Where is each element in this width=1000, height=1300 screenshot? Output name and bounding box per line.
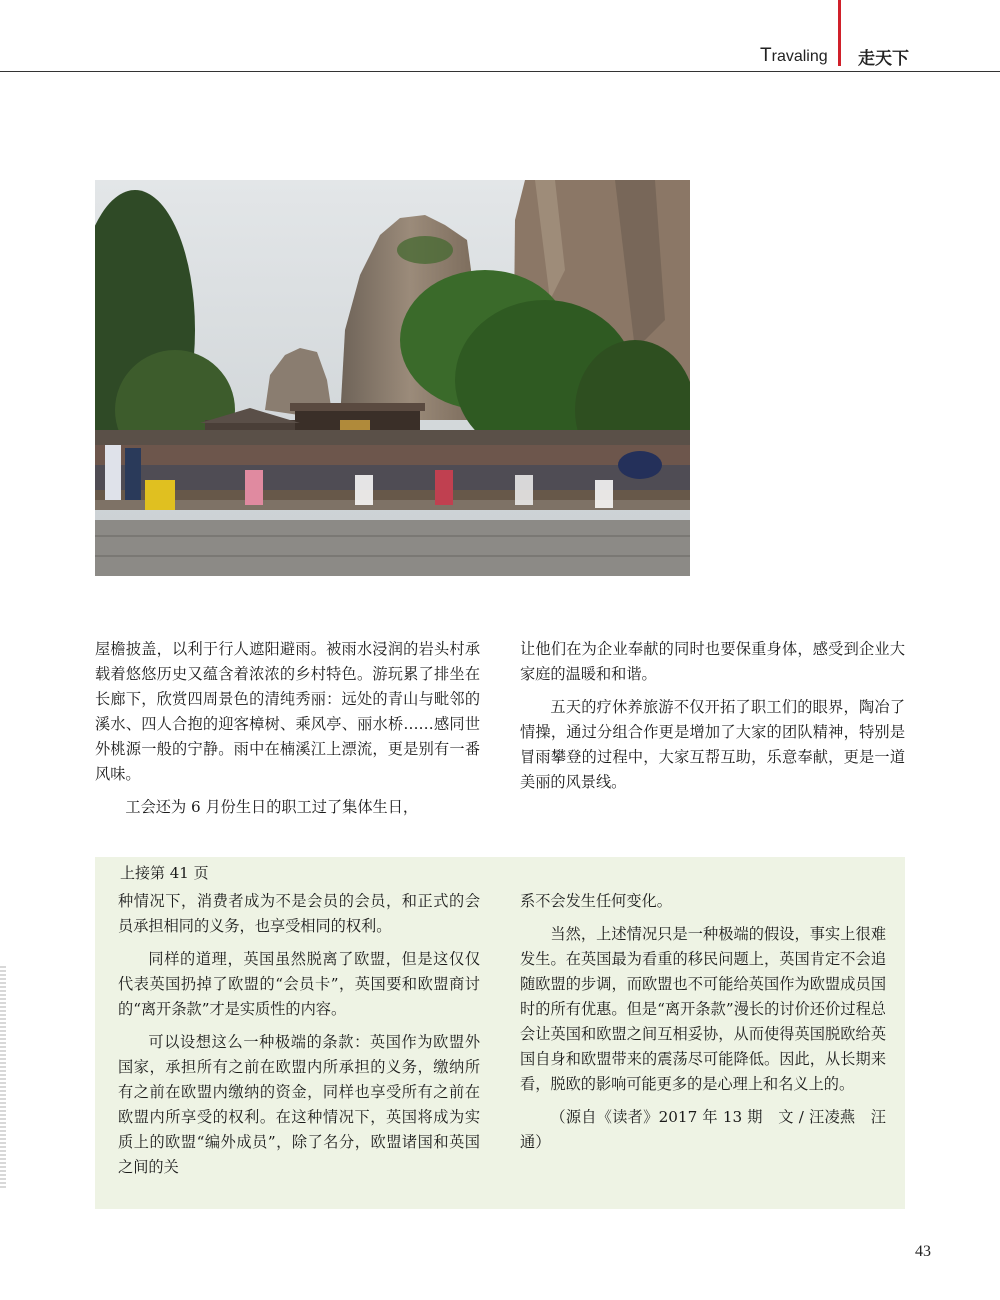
paragraph: 种情况下，消费者成为不是会员的会员，和正式的会员承担相同的义务，也享受相同的权利。 xyxy=(118,892,480,935)
section-title-en: Travaling xyxy=(760,45,828,66)
paragraph: 当然，上述情况只是一种极端的假设，事实上很难发生。在英国最为看重的移民问题上，英国肯定不会追随欧盟的步调，而欧盟也不可能给英国作为欧盟成员国时的所有优惠。但是“离开条款”漫长的讨价还价过程总会让英国和欧盟之间互相妥协，从而使得英国脱欧给英国自身和欧盟带来的震荡尽可能降低。因此，从长期来看，脱欧的影响可能更多的是心理上和名义上的。 xyxy=(520,925,886,1093)
edge-tab-mark xyxy=(0,966,6,1188)
paragraph: 同样的道理，英国虽然脱离了欧盟，但是这仅仅代表英国扔掉了欧盟的“会员卡”，英国要和欧盟商讨的“离开条款”才是实质性的内容。 xyxy=(118,950,480,1018)
source-credit: （源自《读者》2017 年 13 期 文 / 汪凌燕 汪通） xyxy=(520,1108,886,1151)
header-rule xyxy=(0,71,1000,72)
paragraph: 屋檐披盖，以利于行人遮阳避雨。被雨水浸润的岩头村承载着悠悠历史又蕴含着浓浓的乡村特色。游玩累了排坐在长廊下，欣赏四周景色的清纯秀丽：远处的青山与毗邻的溪水、四人合抱的迎客樟树、乘风亭、丽水桥……感同世外桃源一般的宁静。雨中在楠溪江上漂流，更是别有一番风味。 xyxy=(95,640,480,783)
paragraph: 工会还为 6 月份生日的职工过了集体生日， xyxy=(125,798,419,816)
section-title-cn: 走天下 xyxy=(858,49,909,69)
page-number: 43 xyxy=(915,1243,931,1260)
continued-column-right xyxy=(520,889,886,1155)
paragraph: 让他们在为企业奉献的同时也要保重身体，感受到企业大家庭的温暖和和谐。 xyxy=(520,640,905,683)
group-photo xyxy=(95,180,690,576)
article-column-left xyxy=(95,637,480,820)
continued-column-left xyxy=(118,889,480,1180)
paragraph: 系不会发生任何变化。 xyxy=(520,892,672,910)
header-accent-bar xyxy=(838,0,841,66)
paragraph: 五天的疗休养旅游不仅开拓了职工们的眼界，陶冶了情操，通过分组合作更是增加了大家的团队精神，特别是冒雨攀登的过程中，大家互帮互助，乐意奉献，更是一道美丽的风景线。 xyxy=(520,698,905,791)
article-column-right xyxy=(520,637,905,795)
continued-from-label: 上接第 41 页 xyxy=(120,864,209,882)
paragraph: 可以设想这么一种极端的条款：英国作为欧盟外国家，承担所有之前在欧盟内所承担的义务，缴纳所有之前在欧盟内缴纳的资金，同样也享受所有之前在欧盟内所享受的权利。在这种情况下，英国将成为实质上的欧盟“编外成员”，除了名分，欧盟诸国和英国之间的关 xyxy=(118,1033,480,1176)
